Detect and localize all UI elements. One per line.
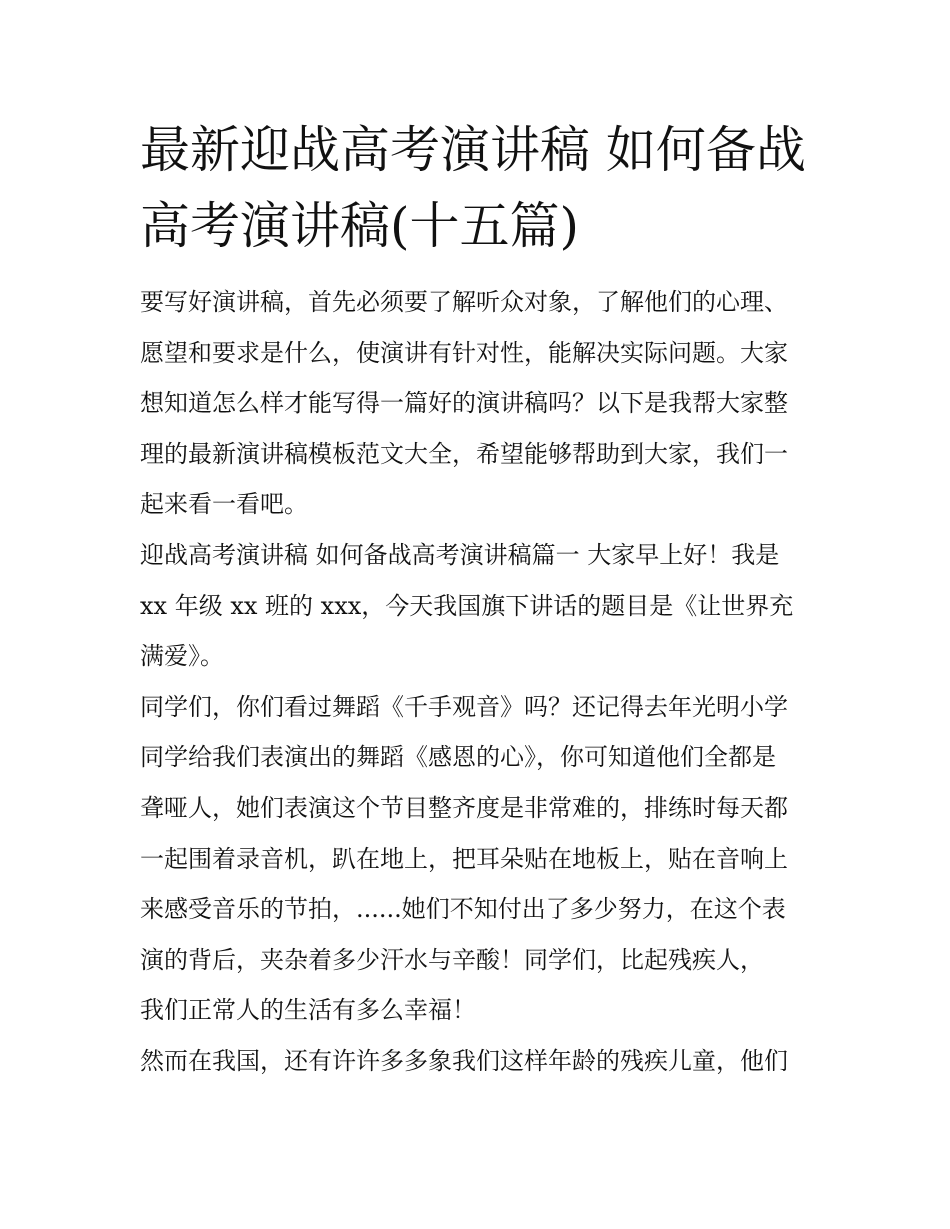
paragraph-speech-opening	[140, 530, 830, 682]
text-line: 我们正常人的生活有多么幸福！	[140, 996, 476, 1025]
text-line: 然而在我国，还有许许多多象我们这样年龄的残疾儿童，他们	[140, 1046, 788, 1075]
text-line: 聋哑人，她们表演这个节目整齐度是非常难的，排练时每天都	[140, 793, 788, 822]
text-line: 要写好演讲稿，首先必须要了解听众对象，了解他们的心理、	[140, 288, 788, 316]
text-line: 来感受音乐的节拍，......她们不知付出了多少努力，在这个表	[140, 895, 786, 924]
paragraph-intro	[140, 277, 830, 530]
document-body	[140, 277, 830, 1087]
text-line: 同学们，你们看过舞蹈《千手观音》吗？还记得去年光明小学	[140, 692, 788, 721]
document-title	[140, 112, 820, 264]
paragraph-closing-fragment	[140, 1036, 830, 1087]
title-line: 最新迎战高考演讲稿 如何备战	[140, 121, 806, 179]
text-line: 同学给我们表演出的舞蹈《感恩的心》，你可知道他们全都是	[140, 743, 776, 772]
text-line: 理的最新演讲稿模板范文大全，希望能够帮助到大家，我们一	[140, 439, 788, 468]
title-line: 高考演讲稿(十五篇)	[140, 197, 580, 255]
text-line: xx 年级 xx 班的 xxx，今天我国旗下讲话的题目是《让世界充	[140, 591, 794, 620]
text-line: 满爱》。	[140, 642, 224, 671]
paragraph-dance-story	[140, 682, 830, 1036]
text-line: 迎战高考演讲稿 如何备战高考演讲稿篇一 大家早上好！我是	[140, 540, 780, 569]
text-line: 演的背后，夹杂着多少汗水与辛酸！同学们，比起残疾人，	[140, 945, 764, 974]
text-line: 想知道怎么样才能写得一篇好的演讲稿吗？以下是我帮大家整	[140, 389, 788, 418]
text-line: 一起围着录音机，趴在地上，把耳朵贴在地板上，贴在音响上	[140, 844, 788, 873]
text-line: 起来看一看吧。	[140, 490, 308, 519]
text-line: 愿望和要求是什么，使演讲有针对性，能解决实际问题。大家	[140, 338, 788, 367]
